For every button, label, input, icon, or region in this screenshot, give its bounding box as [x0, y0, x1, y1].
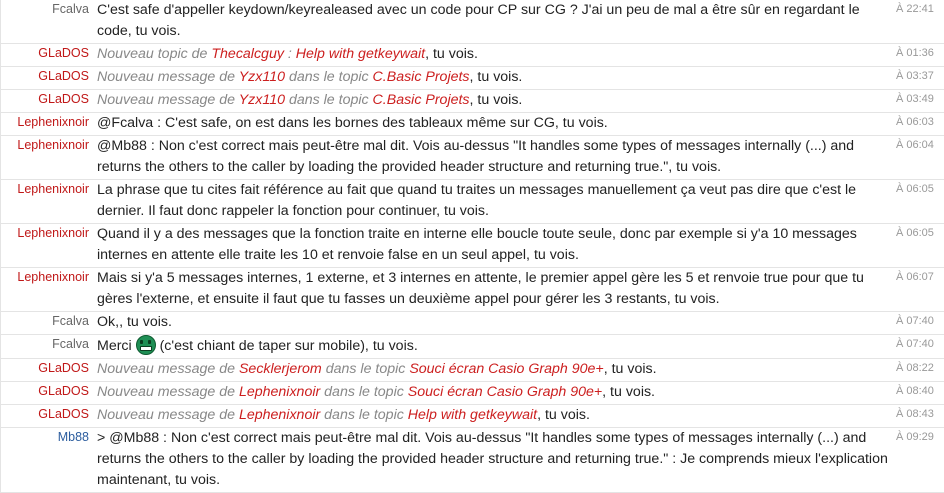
message-text: [89, 335, 888, 357]
system-notification: [89, 405, 888, 426]
message-timestamp: À 08:43: [896, 408, 934, 420]
message-author[interactable]: GLaDOS: [38, 384, 89, 398]
message-timestamp: À 06:04: [896, 139, 934, 151]
notification-prefix: Nouveau topic de: [97, 46, 212, 62]
message-author[interactable]: GLaDOS: [38, 92, 89, 106]
message-text: @Mb88 : Non c'est correct mais peut-être mal dit. Vois au-dessus "It handles some types of messages internally (...) and returns the others to the caller by loading the provided header structure and returning true.", tu vois.: [97, 138, 855, 175]
notification-connector: :: [283, 46, 296, 62]
topic-link[interactable]: C.Basic Projets: [372, 92, 470, 108]
chat-message: [0, 136, 944, 180]
message-timestamp: À 07:40: [896, 338, 934, 350]
message-text: > @Mb88 : Non c'est correct mais peut-être mal dit. Vois au-dessus "It handles some types of messages internally (...) and returns the others to the caller by loading the provided header structure and returning true." : Je comprends mieux l'explication maintenant, tu vois.: [97, 430, 888, 488]
notification-connector: dans le topic: [320, 384, 408, 400]
system-notification: [89, 44, 888, 65]
message-timestamp: À 08:22: [896, 362, 934, 374]
chat-message: [0, 312, 944, 335]
user-link[interactable]: Lephenixnoir: [238, 407, 321, 423]
notification-suffix: , tu vois.: [469, 69, 523, 85]
message-author[interactable]: GLaDOS: [38, 361, 89, 375]
notification-prefix: Nouveau message de: [97, 407, 239, 423]
message-author[interactable]: Mb88: [57, 430, 89, 444]
message-timestamp: À 03:49: [896, 93, 934, 105]
user-link[interactable]: Yzx110: [238, 69, 285, 85]
notification-connector: dans le topic: [285, 92, 373, 108]
chat-message: [0, 428, 944, 493]
system-notification: [89, 90, 888, 111]
topic-link[interactable]: Help with getkeywait: [407, 407, 538, 423]
chat-message: [0, 405, 944, 428]
message-author[interactable]: Fcalva: [52, 2, 89, 16]
message-text: Quand il y a des messages que la fonction traite en interne elle boucle toute seule, donc par exemple si y'a 10 messages internes en attente elle traite les 10 et renvoie false en un seul appel, tu vois.: [97, 226, 857, 263]
topic-link[interactable]: Souci écran Casio Graph 90e+: [409, 361, 604, 377]
notification-prefix: Nouveau message de: [97, 92, 239, 108]
message-timestamp: À 06:05: [896, 183, 934, 195]
message-timestamp: À 03:37: [896, 70, 934, 82]
chat-message: [0, 382, 944, 405]
notification-prefix: Nouveau message de: [97, 384, 239, 400]
message-text: La phrase que tu cites fait référence au fait que quand tu traites un messages manuellement ça veut pas dire que c'est le dernier. Il faut donc rappeler la fonction pour continuer, tu vois.: [97, 182, 857, 219]
message-author[interactable]: Lephenixnoir: [17, 138, 89, 152]
user-link[interactable]: Thecalcguy: [211, 46, 284, 62]
message-timestamp: À 09:29: [896, 431, 934, 443]
chat-message: [0, 90, 944, 113]
system-notification: [89, 359, 888, 380]
chat-message: [0, 113, 944, 136]
message-timestamp: À 08:40: [896, 385, 934, 397]
user-link[interactable]: Lephenixnoir: [238, 384, 321, 400]
message-author[interactable]: Lephenixnoir: [17, 270, 89, 284]
notification-suffix: , tu vois.: [425, 46, 478, 62]
message-author[interactable]: GLaDOS: [38, 407, 89, 421]
chat-message: [0, 224, 944, 268]
notification-suffix: , tu vois.: [537, 407, 590, 423]
message-text-end: (c'est chiant de taper sur mobile), tu vois.: [155, 338, 418, 354]
chat-message: [0, 44, 944, 67]
message-text: Mais si y'a 5 messages internes, 1 externe, et 3 internes en attente, le premier appel gère les 5 et renvoie true pour que tu gères l'externe, et ensuite il faut que tu fasses un deuxième appel pour gérer les 3 restants, tu vois.: [97, 270, 864, 307]
notification-prefix: Nouveau message de: [97, 361, 239, 377]
message-timestamp: À 07:40: [896, 315, 934, 327]
message-author[interactable]: Lephenixnoir: [17, 182, 89, 196]
system-notification: [89, 382, 888, 403]
message-author[interactable]: GLaDOS: [38, 46, 89, 60]
notification-suffix: , tu vois.: [602, 384, 656, 400]
message-timestamp: À 22:41: [896, 3, 934, 15]
user-link[interactable]: Yzx110: [238, 92, 285, 108]
message-text-start: Merci: [97, 338, 136, 354]
message-text: C'est safe d'appeller keydown/keyrealeased avec un code pour CP sur CG ? J'ai un peu de mal a être sûr en regardant le code, tu vois.: [97, 2, 860, 39]
chat-message: [0, 335, 944, 359]
grin-smiley-icon: [136, 335, 156, 355]
notification-connector: dans le topic: [285, 69, 373, 85]
topic-link[interactable]: Help with getkeywait: [295, 46, 426, 62]
message-timestamp: À 06:03: [896, 116, 934, 128]
system-notification: [89, 67, 888, 88]
chat-message: [0, 0, 944, 44]
notification-suffix: , tu vois.: [469, 92, 523, 108]
chat-message: [0, 359, 944, 382]
message-author[interactable]: GLaDOS: [38, 69, 89, 83]
message-author[interactable]: Lephenixnoir: [17, 226, 89, 240]
topic-link[interactable]: Souci écran Casio Graph 90e+: [407, 384, 603, 400]
message-author[interactable]: Lephenixnoir: [17, 115, 89, 129]
message-timestamp: À 06:05: [896, 227, 934, 239]
topic-link[interactable]: C.Basic Projets: [372, 69, 470, 85]
message-text: Ok,, tu vois.: [97, 314, 172, 330]
chat-message: [0, 268, 944, 312]
message-timestamp: À 01:36: [896, 47, 934, 59]
message-timestamp: À 06:07: [896, 271, 934, 283]
notification-prefix: Nouveau message de: [97, 69, 239, 85]
notification-connector: dans le topic: [321, 361, 410, 377]
message-author[interactable]: Fcalva: [52, 314, 89, 328]
message-text: @Fcalva : C'est safe, on est dans les bornes des tableaux même sur CG, tu vois.: [97, 115, 608, 131]
notification-connector: dans le topic: [320, 407, 408, 423]
chat-message: [0, 180, 944, 224]
chat-message: [0, 67, 944, 90]
message-author[interactable]: Fcalva: [52, 337, 89, 351]
user-link[interactable]: Secklerjerom: [238, 361, 322, 377]
notification-suffix: , tu vois.: [603, 361, 657, 377]
